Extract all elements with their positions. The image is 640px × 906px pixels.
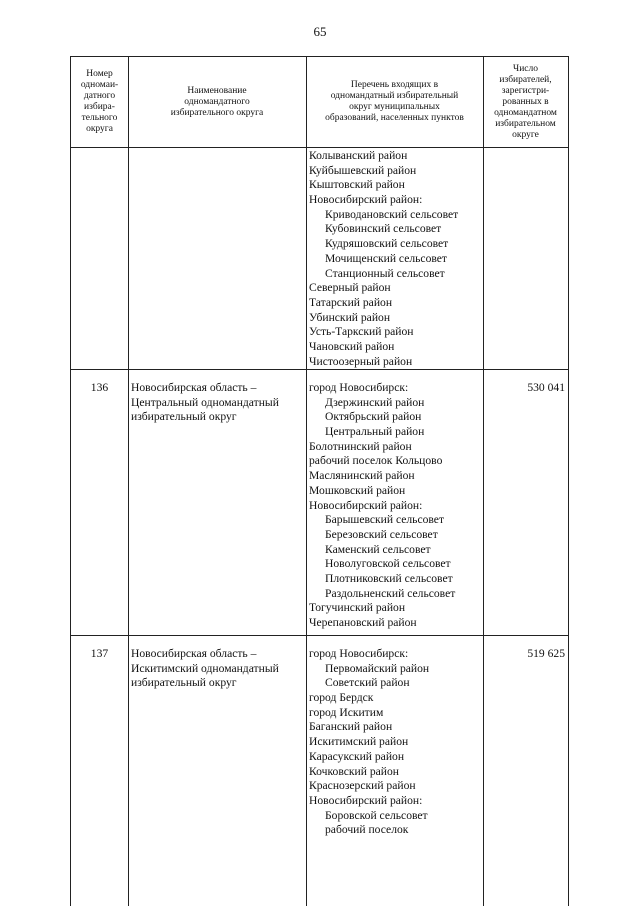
area-item: Колыванский район: [309, 149, 408, 162]
district-name-line: избирательный округ: [131, 410, 237, 424]
header-line: избирательного округа: [170, 107, 264, 118]
column-divider: [306, 57, 307, 906]
area-item: Искитимский район: [309, 735, 409, 749]
area-item: Первомайский район: [325, 661, 430, 675]
area-item: Дзержинский район: [325, 395, 425, 409]
area-item: Краснозерский район: [309, 779, 416, 793]
district-name: [131, 647, 306, 691]
area-item: Станционный сельсовет: [325, 266, 445, 280]
row-separator: [71, 635, 568, 636]
district-name-line: Центральный одномандатный: [131, 395, 279, 409]
area-item: Болотнинский район: [309, 439, 412, 453]
area-item: Куйбышевский район: [309, 163, 417, 177]
district-areas-list: [309, 647, 429, 838]
area-item: Карасукский район: [309, 749, 405, 763]
area-item: Чистоозерный район: [309, 354, 413, 368]
area-item: город Новосибирск:: [309, 647, 409, 660]
district-name-line: Искитимский одномандатный: [131, 661, 279, 675]
district-areas-list: [309, 381, 455, 631]
area-item: Маслянинский район: [309, 469, 415, 483]
header-text: [81, 69, 118, 135]
header-line: одномаи-: [80, 80, 119, 90]
area-item: Черепановский район: [309, 616, 417, 629]
area-item: Северный район: [309, 281, 391, 295]
header-line: одномандатного: [184, 96, 250, 107]
header-line: образований, населенных пунктов: [325, 113, 464, 123]
area-item: город Бердск: [309, 691, 374, 705]
header-line: округ муниципальных: [349, 102, 440, 112]
area-item: Новосибирский район:: [309, 498, 423, 512]
header-line: Номер: [86, 69, 113, 79]
area-item: Плотниковский сельсовет: [325, 571, 453, 585]
area-item: Убинский район: [309, 310, 391, 324]
area-item: Каменский сельсовет: [325, 542, 431, 556]
header-line: одномандатный избирательный: [330, 91, 459, 101]
area-item: Тогучинский район: [309, 601, 406, 615]
header-line: Наименование: [187, 85, 247, 96]
area-item: город Новосибирск:: [309, 381, 409, 394]
voters-count: 530 041: [527, 381, 565, 394]
header-text: [494, 64, 557, 141]
header-voters-count: [483, 57, 568, 147]
area-item: Барышевский сельсовет: [325, 513, 445, 527]
header-line: округе: [512, 129, 539, 140]
area-item: Кыштовский район: [309, 178, 405, 192]
column-divider: [483, 57, 484, 906]
area-item: Октябрьский район: [325, 410, 422, 424]
header-line: зарегистри-: [501, 85, 550, 96]
header-line: избира-: [84, 102, 115, 112]
area-item: Кочковский район: [309, 764, 399, 778]
area-item: Боровской сельсовет: [325, 808, 428, 822]
area-item: рабочий поселок Кольцово: [309, 454, 443, 468]
area-item: Баганский район: [309, 720, 393, 734]
area-item: Мошковский район: [309, 483, 406, 497]
header-line: Перечень входящих в: [350, 80, 439, 90]
area-item: город Искитим: [309, 705, 384, 719]
district-number: 137: [90, 647, 109, 660]
area-item: Кудряшовский сельсовет: [325, 237, 449, 251]
district-number: 136: [90, 381, 109, 394]
header-line: избирателей,: [499, 74, 552, 85]
header-line: датного: [83, 91, 116, 101]
district-name-line: избирательный округ: [131, 676, 237, 690]
area-item: Новосибирский район:: [309, 193, 423, 207]
district-name-line: Новосибирская область –: [131, 647, 257, 660]
page-number: 65: [313, 24, 327, 39]
area-item: Кубовинский сельсовет: [325, 222, 442, 236]
header-text: [325, 80, 464, 124]
voters-count: 519 625: [527, 647, 565, 660]
area-item: Татарский район: [309, 295, 393, 309]
district-name-line: Новосибирская область –: [131, 381, 257, 394]
header-line: округа: [86, 124, 113, 134]
area-item: Раздольненский сельсовет: [325, 586, 456, 600]
header-district-name: [128, 57, 306, 147]
area-item: Новолуговской сельсовет: [325, 557, 451, 571]
area-item: Новосибирский район:: [309, 793, 423, 807]
area-item: рабочий поселок: [325, 823, 409, 837]
header-text: [171, 86, 263, 119]
area-item: Березовский сельсовет: [325, 527, 438, 541]
continued-areas-list: [309, 149, 458, 369]
header-line: избирательном: [495, 118, 556, 129]
header-bottom-line: [71, 147, 568, 148]
header-line: Число: [513, 63, 538, 74]
area-item: Криводановский сельсовет: [325, 207, 459, 221]
area-item: Чановский район: [309, 339, 395, 353]
header-district-number: [71, 57, 128, 147]
header-line: рованных в: [502, 96, 549, 107]
header-municipalities: [306, 57, 483, 147]
district-name: [131, 381, 306, 425]
area-item: Усть-Таркский район: [309, 325, 414, 339]
area-item: Центральный район: [325, 425, 425, 439]
area-item: Советский район: [325, 676, 410, 690]
header-line: тельного: [81, 113, 118, 123]
area-item: Мочищенский сельсовет: [325, 251, 447, 265]
districts-table: [70, 56, 569, 906]
column-divider: [128, 57, 129, 906]
header-line: одномандатном: [494, 107, 557, 118]
